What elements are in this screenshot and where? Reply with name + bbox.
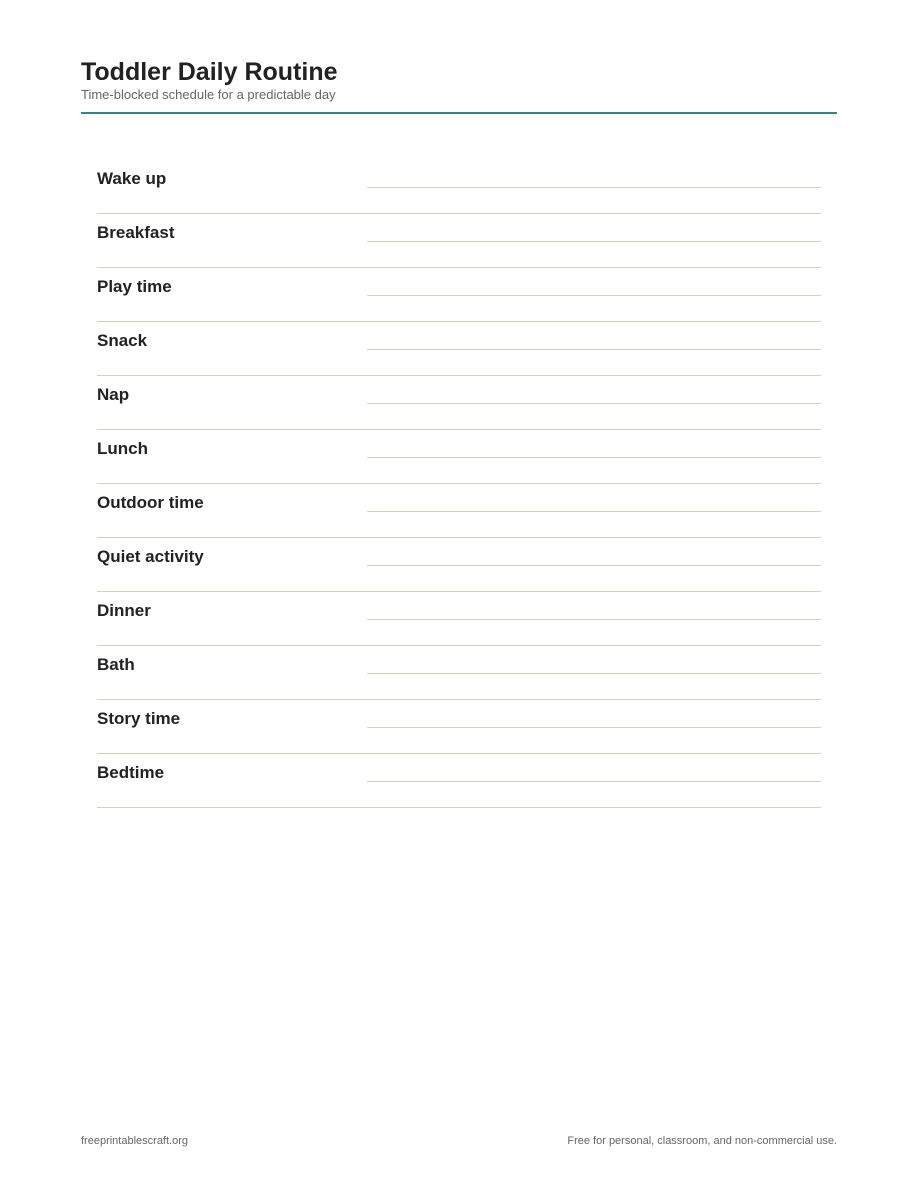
- writing-line: [367, 511, 821, 512]
- schedule-row: [97, 700, 821, 754]
- schedule-row-label: Bath: [97, 655, 135, 674]
- writing-line: [367, 727, 821, 728]
- schedule-row-label: Nap: [97, 385, 130, 404]
- schedule-row: [97, 268, 821, 322]
- schedule-row: [97, 430, 821, 484]
- schedule-row-label: Bedtime: [97, 763, 165, 782]
- schedule-row-label: Lunch: [97, 439, 148, 458]
- schedule-row: [97, 376, 821, 430]
- schedule-row: [97, 646, 821, 700]
- page-header: [81, 57, 837, 103]
- schedule-row-label: Breakfast: [97, 223, 175, 242]
- schedule-row-label: Play time: [97, 277, 172, 296]
- schedule-row: [97, 754, 821, 808]
- footer-license-note: Free for personal, classroom, and non-commercial use.: [567, 1135, 837, 1147]
- schedule-list: [97, 160, 821, 808]
- schedule-row: [97, 160, 821, 214]
- schedule-row: [97, 484, 821, 538]
- schedule-row-label: Wake up: [97, 169, 167, 188]
- writing-line: [367, 241, 821, 242]
- schedule-row-label: Story time: [97, 709, 181, 728]
- schedule-row: [97, 322, 821, 376]
- schedule-row-label: Snack: [97, 331, 148, 350]
- schedule-row: [97, 592, 821, 646]
- page-title: Toddler Daily Routine: [81, 58, 338, 86]
- schedule-row-label: Quiet activity: [97, 547, 204, 566]
- header-divider: [81, 112, 837, 114]
- writing-line: [367, 403, 821, 404]
- writing-line: [367, 457, 821, 458]
- page-subtitle: Time-blocked schedule for a predictable day: [81, 87, 336, 102]
- schedule-row: [97, 538, 821, 592]
- writing-line: [367, 187, 821, 188]
- writing-line: [367, 349, 821, 350]
- schedule-row: [97, 214, 821, 268]
- schedule-row-label: Outdoor time: [97, 493, 204, 512]
- footer-site-name: freeprintablescraft.org: [81, 1135, 188, 1147]
- writing-line: [367, 295, 821, 296]
- writing-line: [367, 673, 821, 674]
- writing-line: [367, 565, 821, 566]
- writing-line: [367, 619, 821, 620]
- writing-line: [367, 781, 821, 782]
- schedule-row-label: Dinner: [97, 601, 151, 620]
